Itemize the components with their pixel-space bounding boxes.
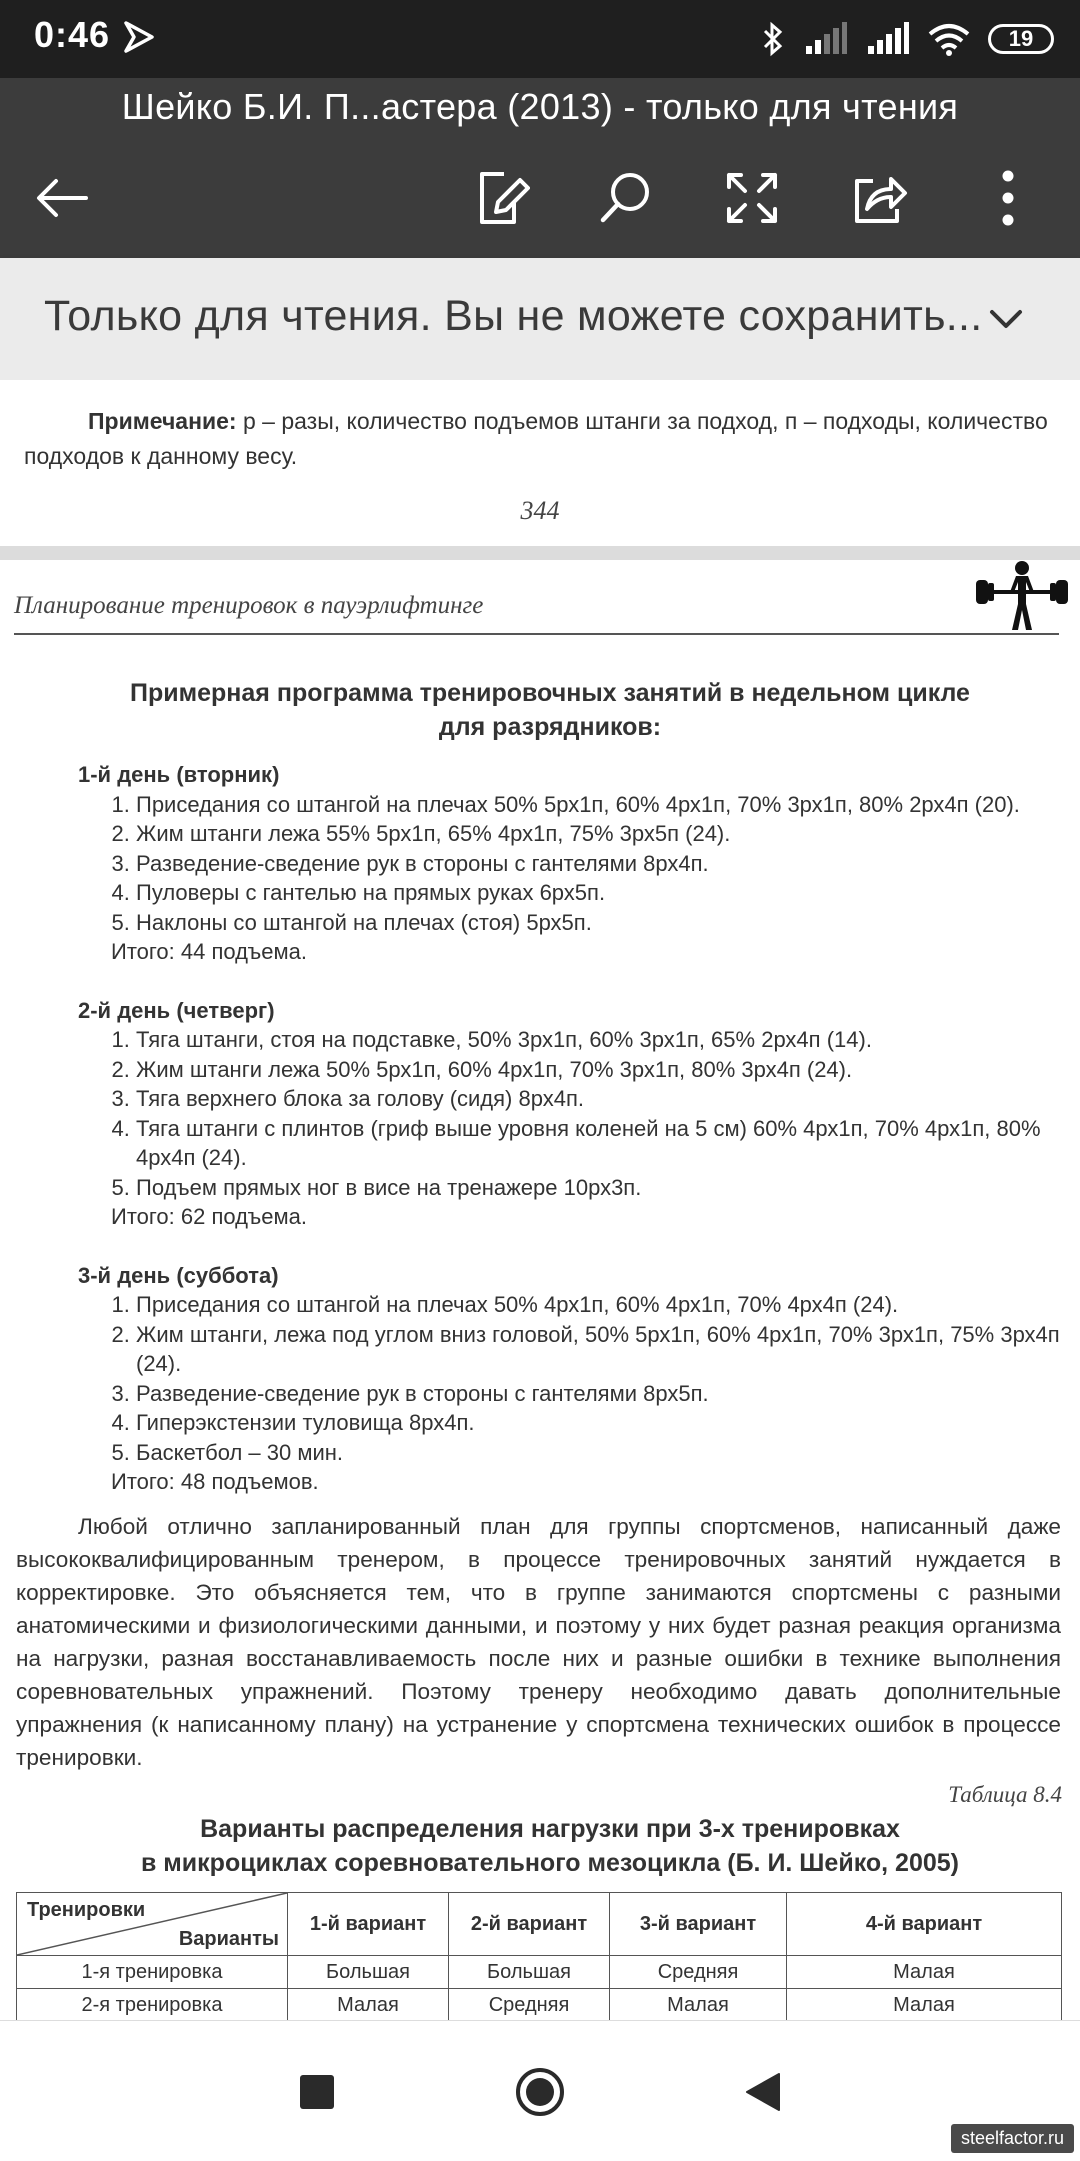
header-rule [14,633,1059,635]
note-label: Примечание: [88,408,237,434]
exercise-item: 5. Наклоны со штангой на плечах (стоя) 5рх5п. [136,908,1068,938]
column-header: 4-й вариант [787,1893,1062,1956]
exercise-list [78,1290,1068,1467]
status-icons [760,14,1054,64]
wifi-icon [928,22,970,56]
exercise-list [78,1025,1068,1202]
bluetooth-icon [760,21,786,57]
table-cell: Большая [449,1956,610,1989]
training-days [78,760,1068,1526]
section-title-line-2: для разрядников: [438,713,662,741]
day-title: 1-й день (вторник) [78,762,280,787]
fullscreen-button[interactable] [716,162,788,234]
navigation-bar [0,2020,1080,2161]
more-button[interactable] [972,162,1044,234]
exercise-item: 2. Жим штанги лежа 50% 5рх1п, 60% 4рх1п, 70% 3рх1п, 80% 3рх4п (24). [136,1055,1068,1085]
table-row [17,1989,1062,2021]
exercise-item: 1. Приседания со штангой на плечах 50% 4рх1п, 60% 4рх1п, 70% 4рх4п (24). [136,1290,1068,1320]
table-cell: Малая [610,1989,787,2021]
column-header: 2-й вариант [449,1893,610,1956]
table-cell: Малая [787,1989,1062,2021]
search-icon [598,170,654,226]
note-text: р – разы, количество подъемов штанги за подход, п – подходы, количество подходов к данному весу. [24,408,1048,469]
training-day [78,996,1068,1232]
battery-indicator [988,24,1054,54]
table-title-line-2: в микроциклах соревновательного мезоцикла (Б. И. Шейко, 2005) [140,1849,959,1877]
table-title-line-1: Варианты распределения нагрузки при 3-х тренировках [200,1815,900,1843]
signal-icon-1 [804,22,848,56]
document-viewer[interactable] [0,380,1080,2020]
training-day [78,1261,1068,1497]
more-icon [998,170,1018,226]
nav-back-button[interactable] [728,2057,798,2127]
day-total: Итого: 48 подъемов. [111,1469,319,1494]
share-icon [851,171,909,225]
body-paragraph-text: Любой отлично запланированный план для группы спортсменов, написанный даже высококвалифицированным тренером, в процессе тренировочных занятий нуждается в корректировке. Это объясняется тем, что в группе занимаются спортсмены с разными анатомическими и физиологическими данными, и поэтому у них будет разная реакция организма на нагрузки, разная восстанавливаемость после них и разные ошибки в технике выполнения соревновательных упражнений. Поэтому тренеру необходимо давать дополнительные упражнения (к написанному плану) на устранение у спортсмена технических ошибок в процессе тренировки. [16,1514,1061,1770]
table-row [17,1956,1062,1989]
watermark: steelfactor.ru [951,2124,1074,2153]
edit-icon [474,168,530,228]
exercise-item: 3. Разведение-сведение рук в стороны с гантелями 8рх5п. [136,1379,1068,1409]
app-bar [0,78,1080,258]
exercise-item: 4. Пуловеры с гантелью на прямых руках 6рх5п. [136,878,1068,908]
exercise-item: 3. Разведение-сведение рук в стороны с гантелями 8рх4п. [136,849,1068,879]
back-button[interactable] [26,162,98,234]
status-bar [0,0,1080,78]
edit-button[interactable] [466,162,538,234]
recents-square-icon [300,2075,334,2109]
back-triangle-icon [745,2072,781,2112]
exercise-item: 2. Жим штанги лежа 55% 5рх1п, 65% 4рх1п, 75% 3рх5п (24). [136,819,1068,849]
day-total: Итого: 44 подъема. [111,939,307,964]
table-cell: Средняя [610,1956,787,1989]
column-header: 3-й вариант [610,1893,787,1956]
table-header-row [17,1893,1062,1956]
document-title: Шейко Б.И. П...астера (2013) - только для чтения [121,86,959,127]
exercise-item: 4. Тяга штанги с плинтов (гриф выше уровня коленей на 5 см) 60% 4рх1п, 70% 4рх1п, 80% 4рх4п (24). [136,1114,1068,1173]
row-label: 2-я тренировка [17,1989,288,2021]
page-number: 344 [520,496,560,525]
share-button[interactable] [844,162,916,234]
fullscreen-icon [725,171,779,225]
status-time: 0:46 [34,14,111,55]
readonly-message: Только для чтения. Вы не можете сохранить... [44,292,983,340]
signal-icon-2 [866,22,910,56]
search-button[interactable] [590,162,662,234]
section-title [60,676,1040,744]
exercise-list [78,790,1068,938]
body-paragraph [16,1510,1061,1774]
exercise-item: 4. Гиперэкстензии туловища 8рх4п. [136,1408,1068,1438]
day-title: 2-й день (четверг) [78,997,275,1023]
exercise-item: 1. Тяга штанги, стоя на подставке, 50% 3рх1п, 60% 3рх1п, 65% 2рх4п (14). [136,1025,1068,1055]
play-store-icon [122,20,156,54]
page-separator [0,546,1080,560]
running-header: Планирование тренировок в пауэрлифтинге [14,592,484,619]
day-total: Итого: 62 подъема. [111,1204,307,1229]
table-cell: Средняя [449,1989,610,2021]
day-title: 3-й день (суббота) [78,1262,279,1288]
exercise-item: 1. Приседания со штангой на плечах 50% 5рх1п, 60% 4рх1п, 70% 3рх1п, 80% 2рх4п (20). [136,790,1068,820]
training-day [78,760,1068,967]
table-corner-header [17,1893,288,1956]
table-cell: Большая [288,1956,449,1989]
row-label: 1-я тренировка [17,1956,288,1989]
readonly-banner[interactable] [0,258,1080,380]
table-cell: Малая [288,1989,449,2021]
home-button[interactable] [505,2057,575,2127]
load-distribution-table [16,1892,1062,2020]
chevron-down-icon[interactable] [976,288,1036,348]
back-arrow-icon [34,176,90,220]
table-cell: Малая [787,1956,1062,1989]
weightlifter-logo-icon [972,560,1072,634]
column-header: 1-й вариант [288,1893,449,1956]
home-circle-icon [514,2066,566,2118]
page-note [24,404,1064,474]
corner-label-top: Тренировки [27,1899,146,1921]
table-caption: Таблица 8.4 [948,1782,1062,1807]
battery-level: 19 [1008,26,1034,51]
exercise-item: 3. Тяга верхнего блока за голову (сидя) 8рх4п. [136,1084,1068,1114]
corner-label-bottom: Варианты [178,1928,279,1950]
exercise-item: 5. Подъем прямых ног в висе на тренажере 10рх3п. [136,1173,1068,1203]
section-title-line-1: Примерная программа тренировочных занятий в недельном цикле [130,679,970,707]
table-title [60,1812,1040,1880]
exercise-item: 5. Баскетбол – 30 мин. [136,1438,1068,1468]
recents-button[interactable] [282,2057,352,2127]
exercise-item: 2. Жим штанги, лежа под углом вниз головой, 50% 5рх1п, 60% 4рх1п, 70% 3рх1п, 75% 3рх4п (24). [136,1320,1068,1379]
